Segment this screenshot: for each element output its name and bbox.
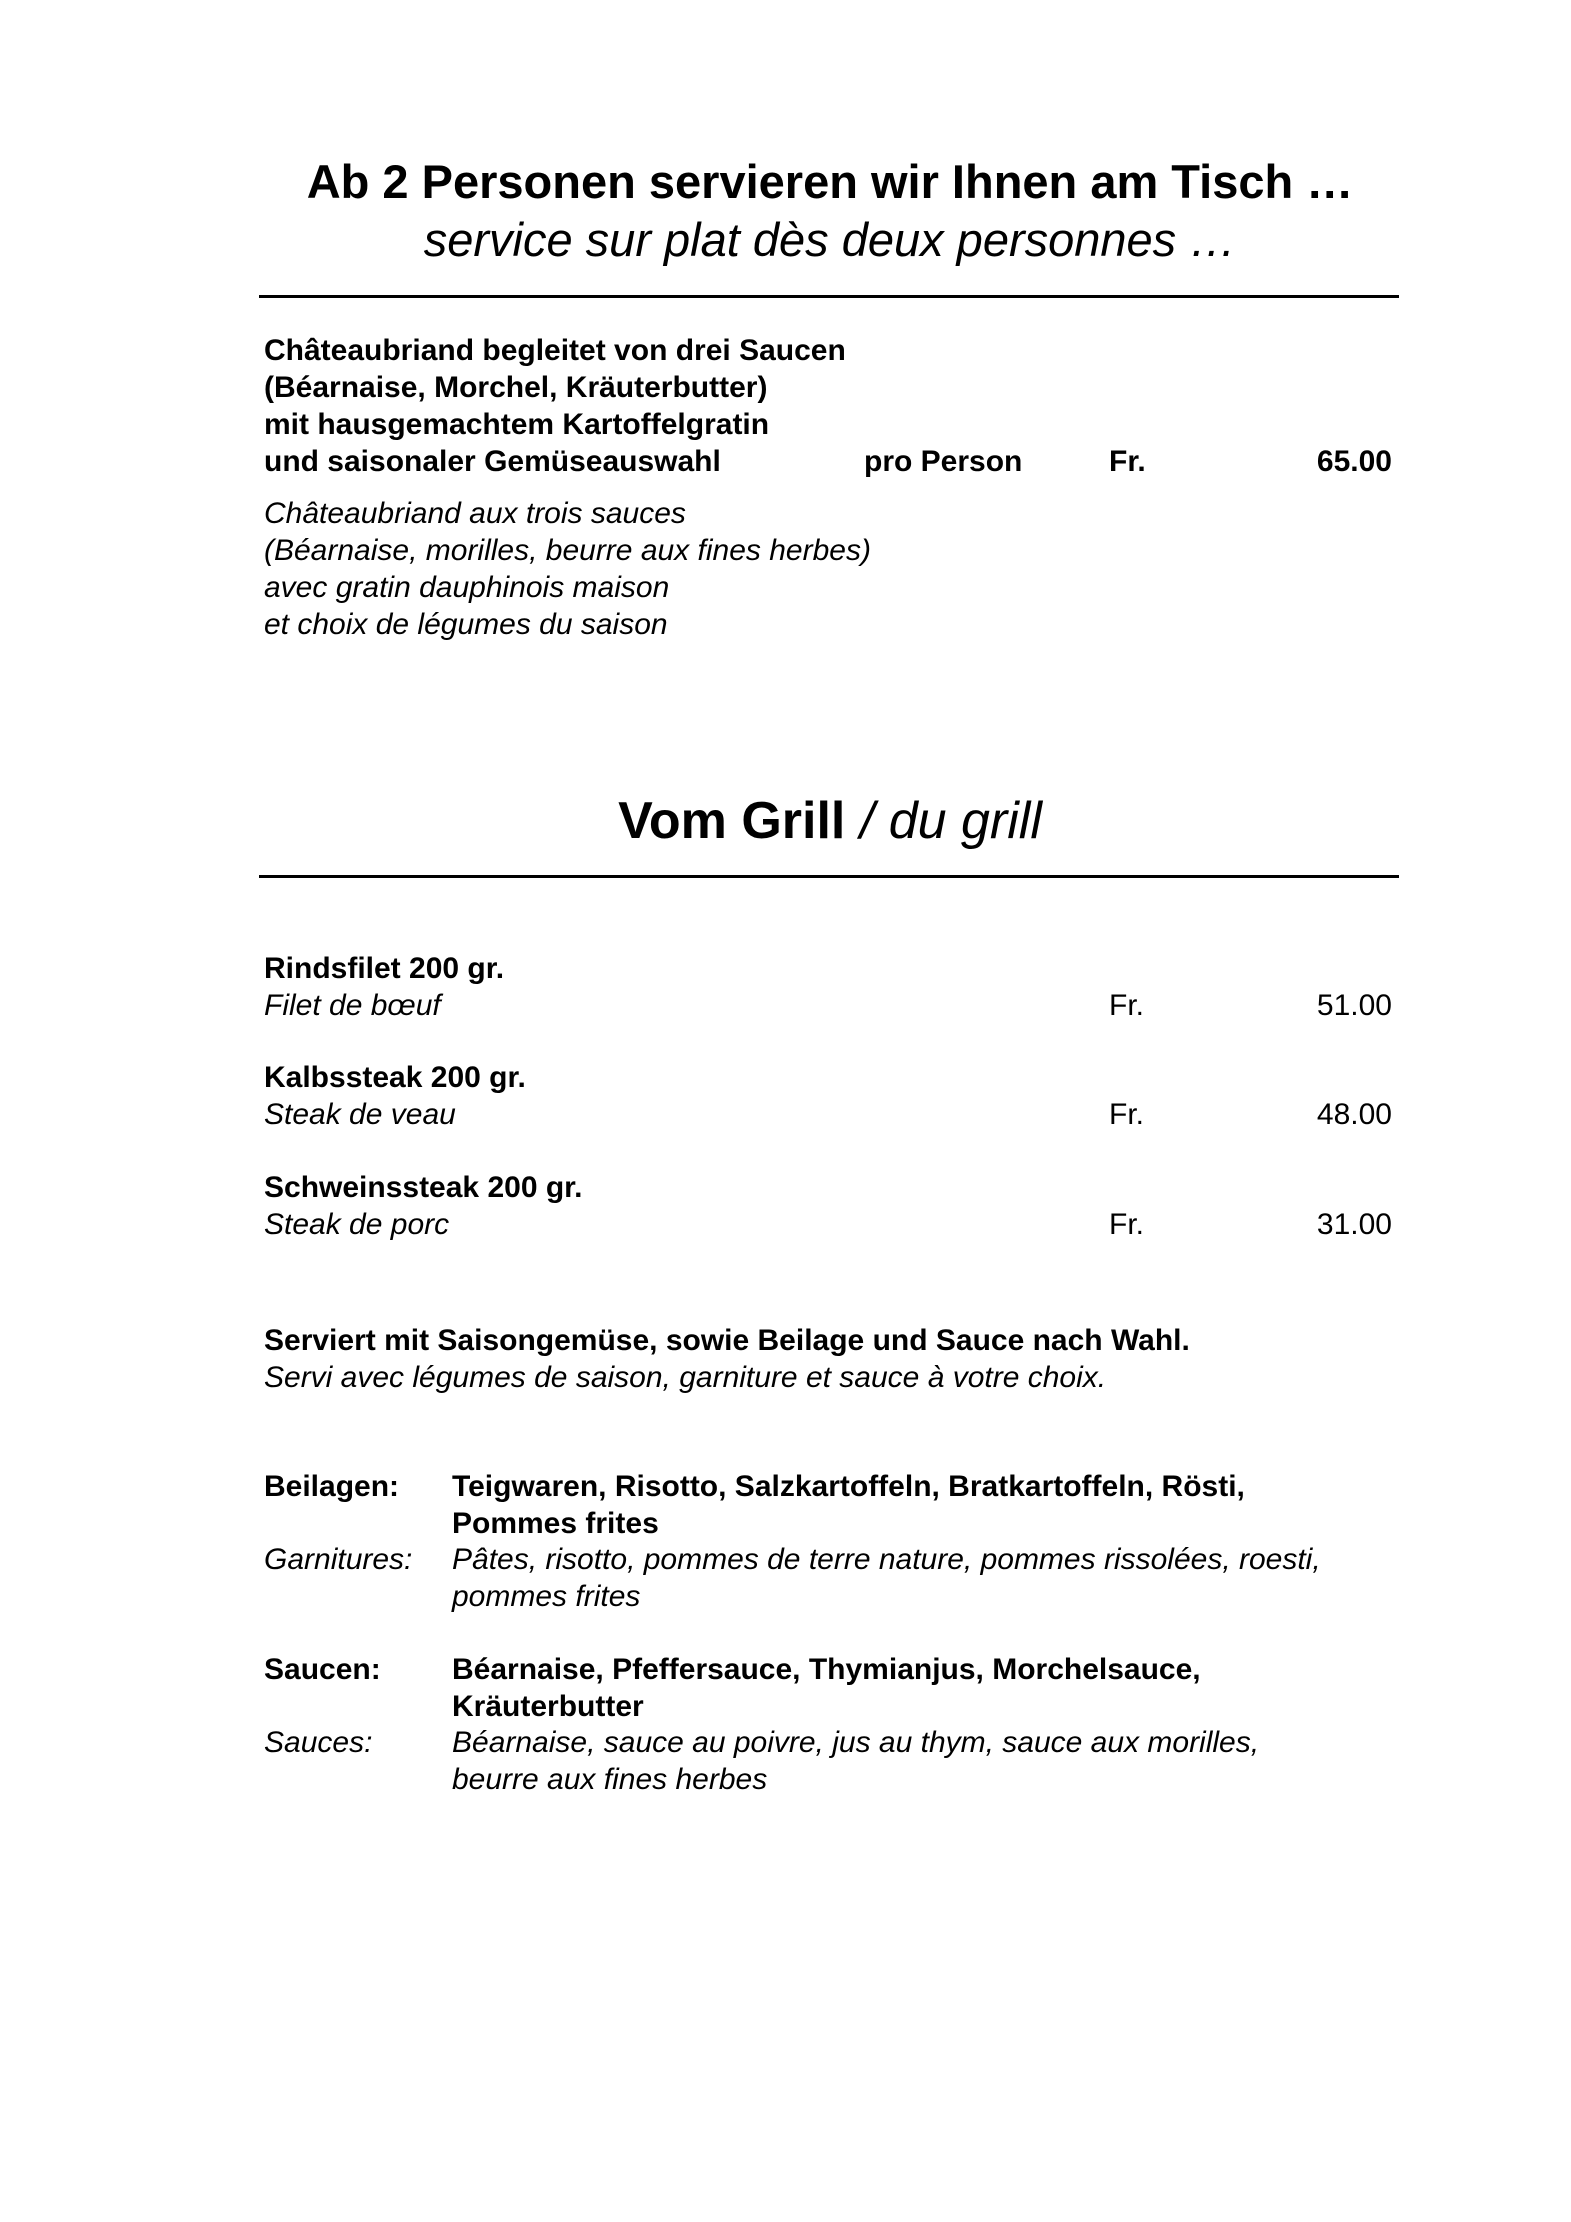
sides-line: Pommes frites	[452, 1507, 659, 1540]
chateaubriand-description-de	[264, 332, 846, 480]
menu-item-name-de: Schweinssteak 200 gr.	[264, 1171, 583, 1204]
sides-label-de: Beilagen:	[264, 1470, 400, 1503]
menu-item-name-fr: Steak de veau	[264, 1098, 456, 1131]
sauces-label-fr: Sauces:	[264, 1726, 373, 1759]
sides-list-de	[452, 1468, 1245, 1542]
page-title: Ab 2 Personen servieren wir Ihnen am Tisch …	[306, 155, 1354, 208]
sauces-label-de: Saucen:	[264, 1653, 381, 1686]
description-line: et choix de légumes du saison	[264, 608, 668, 641]
price-value: 65.00	[1316, 445, 1392, 478]
price-currency: Fr.	[1109, 1208, 1144, 1241]
menu-item-name-fr: Steak de porc	[264, 1208, 450, 1241]
price-unit: pro Person	[864, 445, 1023, 478]
section-title-de: Vom Grill	[618, 792, 846, 850]
sauces-list-fr	[452, 1724, 1259, 1798]
sauces-line: Béarnaise, sauce au poivre, jus au thym, sauce aux morilles,	[452, 1726, 1260, 1759]
description-line: Châteaubriand begleitet von drei Saucen	[264, 334, 846, 367]
served-with-de: Serviert mit Saisongemüse, sowie Beilage und Sauce nach Wahl.	[264, 1324, 1190, 1357]
section-title-separator: /	[845, 792, 889, 850]
chateaubriand-description-fr	[264, 495, 871, 643]
menu-item-name-de: Kalbssteak 200 gr.	[264, 1061, 526, 1094]
section-title	[0, 790, 1571, 852]
menu-item-name-de: Rindsfilet 200 gr.	[264, 952, 505, 985]
description-line: mit hausgemachtem Kartoffelgratin	[264, 408, 770, 441]
sides-label-fr: Garnitures:	[264, 1543, 413, 1576]
price-value: 51.00	[1316, 989, 1392, 1022]
divider	[259, 295, 1399, 298]
divider	[259, 875, 1399, 878]
sauces-line: beurre aux fines herbes	[452, 1763, 768, 1796]
menu-item-name-fr: Filet de bœuf	[264, 989, 441, 1022]
section-title-fr: du grill	[888, 792, 1042, 850]
sides-list-fr	[452, 1541, 1321, 1615]
description-line: (Béarnaise, morilles, beurre aux fines herbes)	[264, 534, 871, 567]
description-line: avec gratin dauphinois maison	[264, 571, 670, 604]
description-line: und saisonaler Gemüseauswahl	[264, 445, 721, 478]
sauces-list-de	[452, 1651, 1201, 1725]
price-currency: Fr.	[1109, 1098, 1144, 1131]
sides-line: pommes frites	[452, 1580, 641, 1613]
sauces-line: Béarnaise, Pfeffersauce, Thymianjus, Morchelsauce,	[452, 1653, 1201, 1686]
price-value: 31.00	[1316, 1208, 1392, 1241]
price-value: 48.00	[1316, 1098, 1392, 1131]
page-subtitle: service sur plat dès deux personnes …	[423, 213, 1237, 266]
price-currency: Fr.	[1109, 989, 1144, 1022]
sauces-line: Kräuterbutter	[452, 1690, 644, 1723]
served-with-fr: Servi avec légumes de saison, garniture et sauce à votre choix.	[264, 1361, 1107, 1394]
price-currency: Fr.	[1109, 445, 1146, 478]
sides-line: Teigwaren, Risotto, Salzkartoffeln, Bratkartoffeln, Rösti,	[452, 1470, 1245, 1503]
sides-line: Pâtes, risotto, pommes de terre nature, pommes rissolées, roesti,	[452, 1543, 1321, 1576]
description-line: Châteaubriand aux trois sauces	[264, 497, 686, 530]
description-line: (Béarnaise, Morchel, Kräuterbutter)	[264, 371, 768, 404]
